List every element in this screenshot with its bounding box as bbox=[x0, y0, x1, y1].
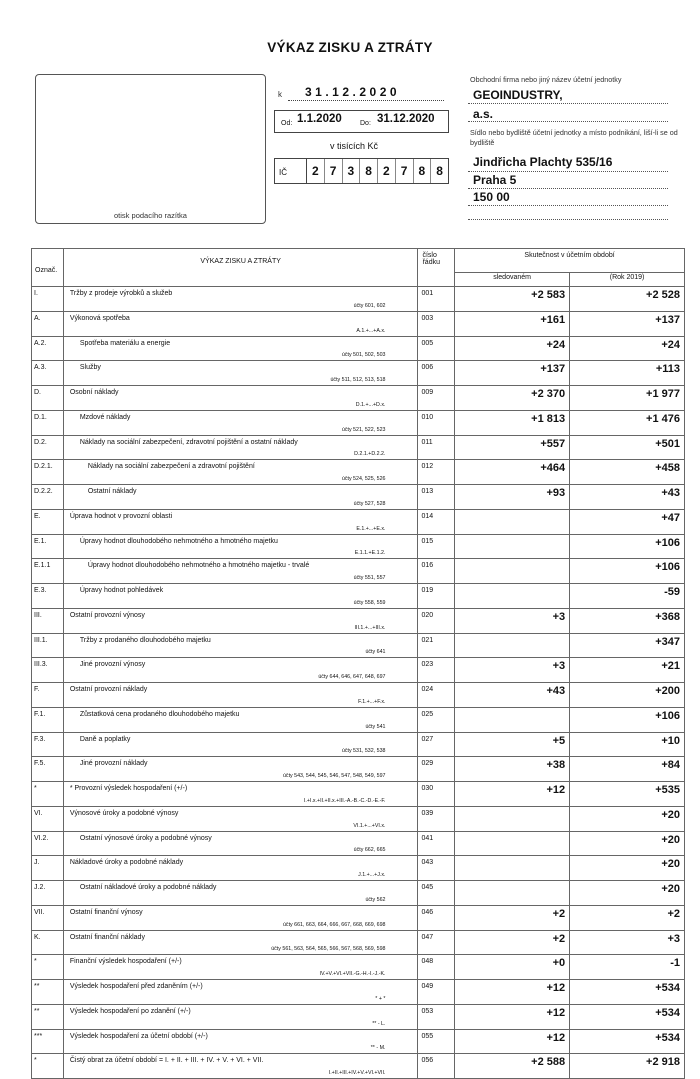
row-description-cell bbox=[63, 435, 418, 460]
period-to: 31.12.2020 bbox=[377, 113, 435, 125]
row-description-cell bbox=[63, 633, 418, 658]
row-description-cell bbox=[63, 757, 418, 782]
row-label: Tržby z prodaného dlouhodobého majetku bbox=[79, 636, 211, 644]
profit-loss-table bbox=[31, 248, 685, 1079]
row-oznaceni: * bbox=[32, 955, 64, 980]
row-label: * Provozní výsledek hospodaření (+/-) bbox=[69, 785, 188, 792]
row-accounts: účty 662, 665 bbox=[353, 847, 386, 854]
table-row bbox=[32, 905, 685, 930]
row-accounts: I.+I.x.+II.+II.x.+III.-A.-B.-C.-D.-E.-F. bbox=[303, 797, 386, 804]
value-current: +161 bbox=[455, 311, 570, 336]
company-street: Jindřicha Plachty 535/16 bbox=[473, 155, 613, 169]
value-current bbox=[455, 806, 570, 831]
value-current: +12 bbox=[455, 782, 570, 807]
row-label: Výsledek hospodaření před zdaněním (+/-) bbox=[69, 983, 203, 990]
ic-digit: 7 bbox=[325, 159, 343, 183]
value-previous: +20 bbox=[570, 806, 685, 831]
value-current: +12 bbox=[455, 1029, 570, 1054]
row-number: 003 bbox=[418, 311, 455, 336]
value-previous: +47 bbox=[570, 509, 685, 534]
table-body bbox=[32, 287, 685, 1079]
value-previous: -1 bbox=[570, 955, 685, 980]
table-row bbox=[32, 435, 685, 460]
table-row bbox=[32, 311, 685, 336]
row-number: 012 bbox=[418, 460, 455, 485]
table-row bbox=[32, 980, 685, 1005]
row-accounts: D.1.+...+D.x. bbox=[355, 401, 386, 408]
company-city: Praha 5 bbox=[473, 173, 517, 187]
row-oznaceni: J. bbox=[32, 856, 64, 881]
row-accounts: účty 511, 512, 513, 518 bbox=[330, 377, 386, 383]
table-row bbox=[32, 1054, 685, 1079]
row-accounts: ** - M. bbox=[370, 1045, 386, 1052]
value-previous: +534 bbox=[570, 1004, 685, 1029]
row-accounts: účty 562 bbox=[365, 896, 386, 903]
row-oznaceni: A. bbox=[32, 311, 64, 336]
row-number: 014 bbox=[418, 509, 455, 534]
stamp-box bbox=[35, 74, 266, 224]
row-label: Náklady na sociální zabezpečení, zdravotní pojištění a ostatní náklady bbox=[79, 438, 298, 446]
row-description-cell bbox=[63, 386, 418, 411]
row-description-cell bbox=[63, 608, 418, 633]
value-current: +24 bbox=[455, 336, 570, 361]
value-previous: +113 bbox=[570, 361, 685, 386]
table-row bbox=[32, 534, 685, 559]
row-number: 016 bbox=[418, 559, 455, 584]
row-accounts: D.2.1.+D.2.2. bbox=[354, 451, 386, 458]
row-accounts: účty 601, 602 bbox=[353, 302, 386, 309]
table-row bbox=[32, 386, 685, 411]
table-row bbox=[32, 336, 685, 361]
ic-box bbox=[274, 158, 449, 184]
row-description-cell bbox=[63, 881, 418, 906]
table-row bbox=[32, 930, 685, 955]
row-accounts: účty 551, 557 bbox=[353, 575, 386, 581]
table-row bbox=[32, 410, 685, 435]
row-oznaceni: III.3. bbox=[32, 658, 64, 683]
row-accounts: účty 558, 559 bbox=[353, 599, 386, 606]
row-accounts: E.1.+...+E.x. bbox=[356, 525, 386, 532]
row-label: Ostatní výnosové úroky a podobné výnosy bbox=[79, 834, 212, 842]
value-previous: +21 bbox=[570, 658, 685, 683]
row-accounts: účty 531, 532, 538 bbox=[341, 748, 386, 755]
value-previous: +43 bbox=[570, 485, 685, 510]
row-label: Výkonová spotřeba bbox=[69, 314, 130, 322]
firm-label: Obchodní firma nebo jiný název účetní jednotky bbox=[470, 75, 622, 84]
value-previous: +24 bbox=[570, 336, 685, 361]
row-number: 021 bbox=[418, 633, 455, 658]
value-current: +3 bbox=[455, 658, 570, 683]
row-description-cell bbox=[63, 707, 418, 732]
row-accounts: účty 561, 563, 564, 565, 566, 567, 568, 569, 598 bbox=[271, 946, 386, 953]
value-current: +2 bbox=[455, 905, 570, 930]
row-description-cell bbox=[63, 806, 418, 831]
row-accounts: III.1.+...+III.x. bbox=[354, 624, 386, 631]
value-previous: +2 528 bbox=[570, 287, 685, 312]
row-oznaceni: E. bbox=[32, 509, 64, 534]
row-oznaceni: VI.2. bbox=[32, 831, 64, 856]
value-current: +557 bbox=[455, 435, 570, 460]
table-row bbox=[32, 608, 685, 633]
dotted-line bbox=[468, 219, 668, 220]
value-current: +38 bbox=[455, 757, 570, 782]
row-oznaceni: * bbox=[32, 1054, 64, 1079]
row-label: Výsledek hospodaření za účetní období (+/-) bbox=[69, 1032, 208, 1040]
row-number: 045 bbox=[418, 881, 455, 906]
table-row bbox=[32, 955, 685, 980]
row-label: Služby bbox=[79, 364, 101, 372]
row-oznaceni: VII. bbox=[32, 905, 64, 930]
dotted-line bbox=[468, 205, 668, 206]
value-previous: +106 bbox=[570, 559, 685, 584]
dotted-line bbox=[468, 171, 668, 172]
row-number: 041 bbox=[418, 831, 455, 856]
row-label: Úpravy hodnot dlouhodobého nehmotného a hmotného majetku bbox=[79, 537, 278, 545]
row-oznaceni: III. bbox=[32, 608, 64, 633]
value-previous: +20 bbox=[570, 881, 685, 906]
company-name-line1: GEOINDUSTRY, bbox=[473, 88, 563, 102]
value-previous: +1 977 bbox=[570, 386, 685, 411]
table-row bbox=[32, 757, 685, 782]
value-previous: +106 bbox=[570, 534, 685, 559]
row-number: 015 bbox=[418, 534, 455, 559]
row-number: 020 bbox=[418, 608, 455, 633]
row-label: Úpravy hodnot dlouhodobého nehmotného a hmotného majetku - trvalé bbox=[87, 562, 310, 570]
row-label: Zůstatková cena prodaného dlouhodobého majetku bbox=[79, 710, 240, 718]
row-label: Úpravy hodnot pohledávek bbox=[79, 587, 164, 594]
row-accounts: A.1.+...+A.x. bbox=[356, 327, 386, 334]
row-oznaceni: ** bbox=[32, 980, 64, 1005]
row-accounts: J.1.+...+J.x. bbox=[358, 872, 386, 878]
table-row bbox=[32, 633, 685, 658]
row-label: Úprava hodnot v provozní oblasti bbox=[69, 512, 173, 520]
row-label: Výnosové úroky a podobné výnosy bbox=[69, 809, 179, 817]
value-current: +464 bbox=[455, 460, 570, 485]
row-label: Ostatní finanční náklady bbox=[69, 933, 145, 941]
table-row bbox=[32, 361, 685, 386]
row-accounts: F.1.+...+F.x. bbox=[358, 698, 386, 705]
row-oznaceni: D. bbox=[32, 386, 64, 411]
row-number: 019 bbox=[418, 584, 455, 609]
row-oznaceni: * bbox=[32, 782, 64, 807]
value-current bbox=[455, 881, 570, 906]
row-accounts: IV.+V.+VI.+VII.-G.-H.-I.-J.-K. bbox=[319, 971, 386, 977]
value-previous: +458 bbox=[570, 460, 685, 485]
row-accounts: účty 541 bbox=[365, 723, 386, 730]
row-description-cell bbox=[63, 509, 418, 534]
row-number: 024 bbox=[418, 683, 455, 708]
row-oznaceni: F.5. bbox=[32, 757, 64, 782]
row-number: 001 bbox=[418, 287, 455, 312]
table-row bbox=[32, 584, 685, 609]
row-label: Nákladové úroky a podobné náklady bbox=[69, 859, 184, 867]
row-oznaceni: E.1.1 bbox=[32, 559, 64, 584]
value-current: +12 bbox=[455, 1004, 570, 1029]
report-date: 31.12.2020 bbox=[305, 85, 401, 99]
row-accounts: ** - L. bbox=[372, 1020, 386, 1027]
value-previous: +3 bbox=[570, 930, 685, 955]
row-accounts: účty 501, 502, 503 bbox=[341, 352, 386, 359]
row-oznaceni: F.3. bbox=[32, 732, 64, 757]
row-accounts: účty 521, 522, 523 bbox=[341, 426, 386, 433]
row-number: 027 bbox=[418, 732, 455, 757]
value-current: +3 bbox=[455, 608, 570, 633]
table-row bbox=[32, 485, 685, 510]
row-label: Čistý obrat za účetní období = I. + II. + III. + IV. + V. + VI. + VII. bbox=[69, 1057, 264, 1065]
row-number: 025 bbox=[418, 707, 455, 732]
row-oznaceni: E.3. bbox=[32, 584, 64, 609]
table-row bbox=[32, 831, 685, 856]
row-label: Spotřeba materiálu a energie bbox=[79, 339, 171, 347]
value-current: +5 bbox=[455, 732, 570, 757]
value-previous: +20 bbox=[570, 831, 685, 856]
row-number: 053 bbox=[418, 1004, 455, 1029]
row-description-cell bbox=[63, 1029, 418, 1054]
seat-label: Sídlo nebo bydliště účetní jednotky a místo podnikání, liší-li se od bydliště bbox=[470, 128, 678, 147]
value-previous: -59 bbox=[570, 584, 685, 609]
row-oznaceni: K. bbox=[32, 930, 64, 955]
row-oznaceni: I. bbox=[32, 287, 64, 312]
value-previous: +137 bbox=[570, 311, 685, 336]
value-previous: +10 bbox=[570, 732, 685, 757]
row-number: 005 bbox=[418, 336, 455, 361]
dotted-line bbox=[468, 121, 668, 122]
value-current bbox=[455, 509, 570, 534]
value-current bbox=[455, 559, 570, 584]
row-number: 055 bbox=[418, 1029, 455, 1054]
row-description-cell bbox=[63, 980, 418, 1005]
value-previous: +347 bbox=[570, 633, 685, 658]
row-oznaceni: F.1. bbox=[32, 707, 64, 732]
row-description-cell bbox=[63, 361, 418, 386]
row-number: 049 bbox=[418, 980, 455, 1005]
table-row bbox=[32, 460, 685, 485]
row-accounts: účty 641 bbox=[365, 649, 386, 656]
row-oznaceni: VI. bbox=[32, 806, 64, 831]
row-accounts: účty 543, 544, 545, 546, 547, 548, 549, 597 bbox=[282, 773, 386, 779]
row-accounts: účty 527, 528 bbox=[353, 500, 386, 507]
value-current: +1 813 bbox=[455, 410, 570, 435]
table-row bbox=[32, 1029, 685, 1054]
value-previous: +501 bbox=[570, 435, 685, 460]
period-from-label: Od: bbox=[281, 120, 293, 127]
table-row bbox=[32, 287, 685, 312]
value-previous: +2 bbox=[570, 905, 685, 930]
stamp-label: otisk podacího razítka bbox=[114, 211, 187, 220]
value-previous: +84 bbox=[570, 757, 685, 782]
ic-label: IČ bbox=[275, 159, 307, 183]
value-current: +2 370 bbox=[455, 386, 570, 411]
row-description-cell bbox=[63, 460, 418, 485]
value-current: +137 bbox=[455, 361, 570, 386]
header-title: VÝKAZ ZISKU A ZTRÁTY bbox=[63, 249, 418, 287]
table-row bbox=[32, 1004, 685, 1029]
value-previous: +1 476 bbox=[570, 410, 685, 435]
row-oznaceni: D.1. bbox=[32, 410, 64, 435]
row-number: 029 bbox=[418, 757, 455, 782]
row-number: 010 bbox=[418, 410, 455, 435]
value-current bbox=[455, 707, 570, 732]
row-description-cell bbox=[63, 410, 418, 435]
dotted-line bbox=[468, 103, 668, 104]
value-current: +2 bbox=[455, 930, 570, 955]
row-oznaceni: A.3. bbox=[32, 361, 64, 386]
row-description-cell bbox=[63, 311, 418, 336]
table-row bbox=[32, 658, 685, 683]
row-accounts: účty 524, 525, 526 bbox=[341, 476, 386, 482]
row-label: Mzdové náklady bbox=[79, 413, 131, 421]
ic-digit: 8 bbox=[360, 159, 378, 183]
row-description-cell bbox=[63, 534, 418, 559]
row-accounts: účty 661, 663, 664, 666, 667, 668, 669, 698 bbox=[282, 921, 386, 928]
row-oznaceni: D.2.2. bbox=[32, 485, 64, 510]
row-oznaceni: ** bbox=[32, 1004, 64, 1029]
row-number: 039 bbox=[418, 806, 455, 831]
row-label: Osobní náklady bbox=[69, 389, 119, 396]
row-description-cell bbox=[63, 336, 418, 361]
row-number: 043 bbox=[418, 856, 455, 881]
row-description-cell bbox=[63, 1054, 418, 1079]
row-accounts: I.+II.+III.+IV.+V.+VI.+VII. bbox=[328, 1070, 386, 1076]
table-row bbox=[32, 683, 685, 708]
value-current bbox=[455, 831, 570, 856]
row-description-cell bbox=[63, 584, 418, 609]
company-name-line2: a.s. bbox=[473, 107, 494, 121]
row-oznaceni: E.1. bbox=[32, 534, 64, 559]
value-previous: +200 bbox=[570, 683, 685, 708]
value-previous: +20 bbox=[570, 856, 685, 881]
ic-digit: 3 bbox=[343, 159, 361, 183]
table-row bbox=[32, 856, 685, 881]
row-label: Finanční výsledek hospodaření (+/-) bbox=[69, 958, 182, 966]
value-current: +12 bbox=[455, 980, 570, 1005]
row-accounts: VI.1.+...+VI.x. bbox=[353, 822, 386, 829]
company-zip: 150 00 bbox=[473, 190, 510, 204]
row-number: 030 bbox=[418, 782, 455, 807]
ic-digit: 8 bbox=[436, 164, 443, 178]
row-oznaceni: III.1. bbox=[32, 633, 64, 658]
row-accounts: účty 644, 646, 647, 648, 697 bbox=[318, 674, 386, 680]
value-previous: +2 918 bbox=[570, 1054, 685, 1079]
table-row bbox=[32, 707, 685, 732]
header-sledovanem: sledovaném bbox=[455, 273, 570, 287]
row-accounts: E.1.1.+E.1.2. bbox=[354, 550, 386, 557]
row-label: Výsledek hospodaření po zdanění (+/-) bbox=[69, 1007, 191, 1015]
row-oznaceni: D.2.1. bbox=[32, 460, 64, 485]
row-oznaceni: J.2. bbox=[32, 881, 64, 906]
period-from: 1.1.2020 bbox=[297, 113, 342, 125]
table-row bbox=[32, 782, 685, 807]
row-label: Ostatní náklady bbox=[87, 488, 137, 495]
value-previous: +534 bbox=[570, 980, 685, 1005]
row-description-cell bbox=[63, 287, 418, 312]
row-oznaceni: *** bbox=[32, 1029, 64, 1054]
header-oznac: Označ. bbox=[32, 249, 64, 287]
row-description-cell bbox=[63, 1004, 418, 1029]
row-description-cell bbox=[63, 930, 418, 955]
row-description-cell bbox=[63, 485, 418, 510]
row-label: Jiné provozní výnosy bbox=[79, 661, 146, 669]
value-previous: +535 bbox=[570, 782, 685, 807]
row-label: Náklady na sociální zabezpečení a zdravotní pojištění bbox=[87, 463, 255, 471]
value-current bbox=[455, 633, 570, 658]
value-current: +43 bbox=[455, 683, 570, 708]
row-number: 013 bbox=[418, 485, 455, 510]
row-number: 056 bbox=[418, 1054, 455, 1079]
row-label: Ostatní finanční výnosy bbox=[69, 908, 143, 916]
value-current: +93 bbox=[455, 485, 570, 510]
row-label: Tržby z prodeje výrobků a služeb bbox=[69, 290, 173, 297]
row-label: Ostatní provozní výnosy bbox=[69, 611, 145, 619]
row-number: 047 bbox=[418, 930, 455, 955]
row-description-cell bbox=[63, 856, 418, 881]
value-current: +2 588 bbox=[455, 1054, 570, 1079]
ic-digit: 2 bbox=[307, 159, 325, 183]
page-title: VÝKAZ ZISKU A ZTRÁTY bbox=[267, 40, 433, 55]
row-description-cell bbox=[63, 782, 418, 807]
value-current bbox=[455, 534, 570, 559]
ic-digit: 8 bbox=[414, 159, 432, 183]
value-current bbox=[455, 584, 570, 609]
row-oznaceni: A.2. bbox=[32, 336, 64, 361]
row-label: Ostatní provozní náklady bbox=[69, 686, 148, 693]
row-label: Ostatní nákladové úroky a podobné náklady bbox=[79, 884, 217, 891]
header-skutecnost: Skutečnost v účetním období bbox=[455, 249, 685, 273]
value-previous: +106 bbox=[570, 707, 685, 732]
table-row bbox=[32, 509, 685, 534]
ic-digit: 2 bbox=[378, 159, 396, 183]
row-description-cell bbox=[63, 955, 418, 980]
header-cislo: číslo řádku bbox=[418, 249, 455, 287]
row-number: 011 bbox=[418, 435, 455, 460]
dotted-line bbox=[468, 188, 668, 189]
period-to-label: Do: bbox=[360, 120, 371, 127]
row-description-cell bbox=[63, 683, 418, 708]
row-description-cell bbox=[63, 658, 418, 683]
report-date-prefix: k bbox=[278, 90, 282, 99]
table-row bbox=[32, 881, 685, 906]
table-row bbox=[32, 732, 685, 757]
value-current: +0 bbox=[455, 955, 570, 980]
row-oznaceni: D.2. bbox=[32, 435, 64, 460]
units-label: v tisících Kč bbox=[330, 141, 379, 151]
row-description-cell bbox=[63, 559, 418, 584]
value-current: +2 583 bbox=[455, 287, 570, 312]
value-previous: +368 bbox=[570, 608, 685, 633]
row-description-cell bbox=[63, 732, 418, 757]
value-previous: +534 bbox=[570, 1029, 685, 1054]
table-row bbox=[32, 559, 685, 584]
ic-digit: 7 bbox=[396, 159, 414, 183]
report-date-line bbox=[288, 100, 444, 101]
row-description-cell bbox=[63, 905, 418, 930]
value-current bbox=[455, 856, 570, 881]
row-description-cell bbox=[63, 831, 418, 856]
row-number: 046 bbox=[418, 905, 455, 930]
row-number: 023 bbox=[418, 658, 455, 683]
row-accounts: * + * bbox=[375, 995, 386, 1002]
header-minule: (Rok 2019) bbox=[570, 273, 685, 287]
table-row bbox=[32, 806, 685, 831]
row-oznaceni: F. bbox=[32, 683, 64, 708]
row-label: Daně a poplatky bbox=[79, 735, 131, 743]
row-number: 009 bbox=[418, 386, 455, 411]
row-number: 048 bbox=[418, 955, 455, 980]
row-number: 006 bbox=[418, 361, 455, 386]
row-label: Jiné provozní náklady bbox=[79, 760, 148, 768]
